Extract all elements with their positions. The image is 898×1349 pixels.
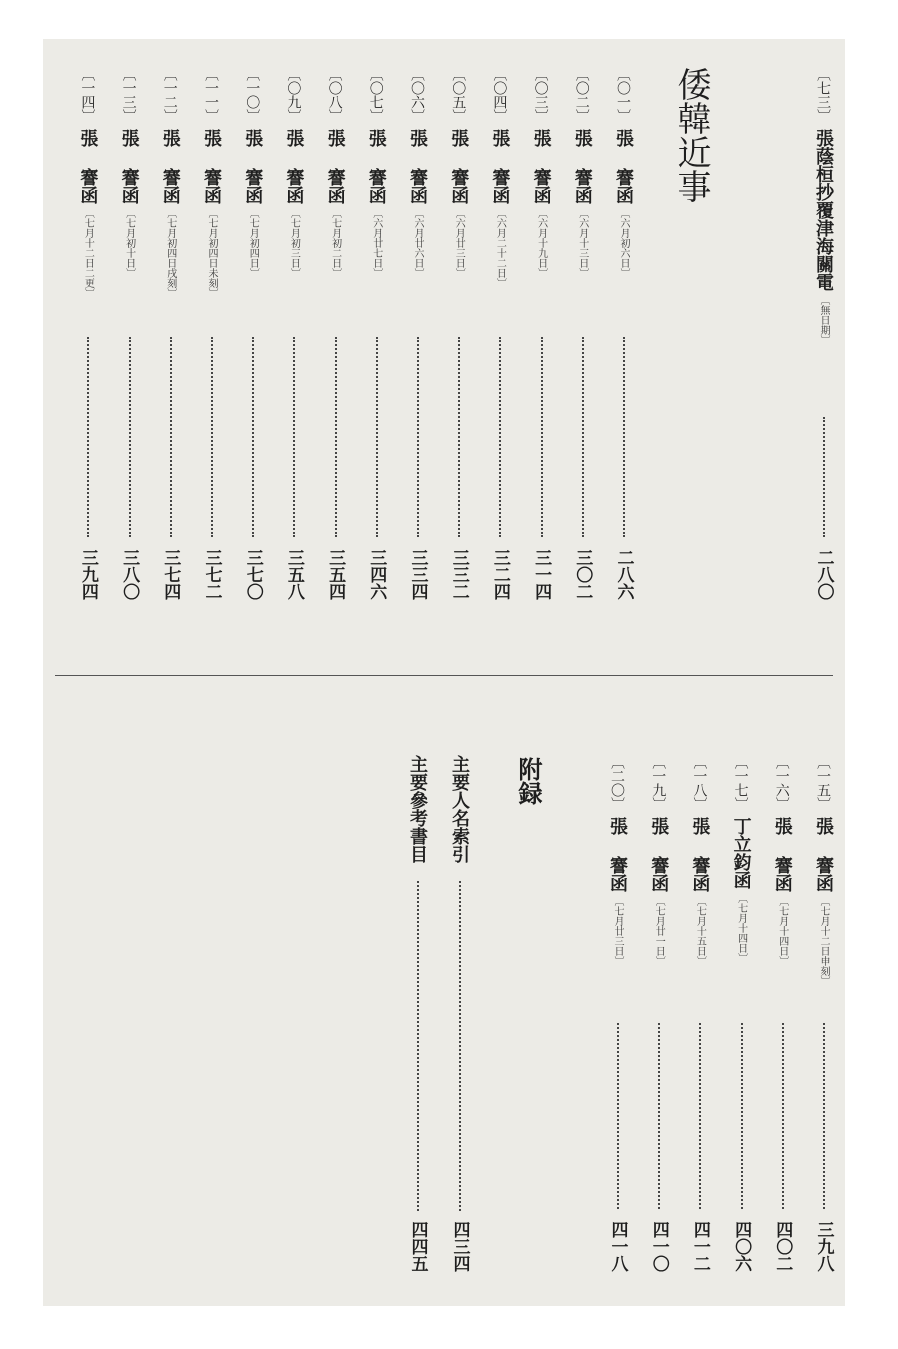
entry-date: 〔六月十九日〕 bbox=[535, 208, 547, 278]
toc-page bbox=[43, 39, 845, 1306]
toc-entry bbox=[191, 67, 231, 615]
entry-page: 三九八 bbox=[813, 1221, 834, 1272]
toc-entry bbox=[273, 67, 313, 615]
toc-entry bbox=[438, 67, 478, 615]
entry-number: 〔一四〕 bbox=[79, 67, 96, 123]
entry-date: 〔七月廿三日〕 bbox=[612, 896, 623, 966]
appendix-title: 附録 bbox=[514, 757, 543, 805]
entry-title: 主要人名索引 bbox=[449, 755, 470, 863]
entry-title: 張 謇函 bbox=[530, 129, 552, 204]
entry-title: 張 謇函 bbox=[689, 817, 711, 892]
leader-dots bbox=[335, 337, 337, 537]
toc-entry bbox=[315, 67, 355, 615]
entry-page: 三一四 bbox=[531, 549, 552, 600]
leader-dots bbox=[87, 337, 89, 537]
entry-page: 二八六 bbox=[613, 549, 634, 600]
entry-number: 〔〇九〕 bbox=[285, 67, 302, 123]
toc-entry bbox=[67, 67, 107, 615]
entry-page: 四一二 bbox=[689, 1221, 710, 1272]
toc-entry bbox=[397, 67, 437, 615]
entry-date: 〔無日期〕 bbox=[818, 295, 829, 345]
entry-page: 三三二 bbox=[448, 549, 469, 600]
leader-dots bbox=[823, 417, 825, 537]
entry-title: 主要參考書目 bbox=[407, 755, 428, 863]
entry-number: 〔七三〕 bbox=[815, 67, 831, 123]
entry-page: 三五八 bbox=[283, 549, 304, 600]
entry-page: 四〇二 bbox=[772, 1221, 793, 1272]
entry-date: 〔七月廿一日〕 bbox=[653, 896, 665, 966]
leader-dots bbox=[459, 881, 461, 1211]
entry-number: 〔一五〕 bbox=[815, 755, 831, 811]
leader-dots bbox=[417, 337, 419, 537]
entry-page: 三七二 bbox=[201, 549, 222, 600]
entry-title: 丁立鈞函 bbox=[730, 817, 752, 889]
entry-page: 三〇二 bbox=[572, 549, 593, 600]
leader-dots bbox=[823, 1023, 825, 1209]
leader-dots bbox=[417, 881, 419, 1211]
section-title: 倭韓近事 bbox=[671, 67, 711, 203]
entry-date: 〔六月廿三日〕 bbox=[453, 208, 465, 278]
entry-date: 〔七月初四日戌刻〕 bbox=[164, 208, 176, 298]
leader-dots bbox=[170, 337, 172, 537]
toc-entry bbox=[521, 67, 561, 615]
entry-date: 〔七月初四日未刻〕 bbox=[206, 208, 217, 298]
toc-entry bbox=[232, 67, 272, 615]
entry-number: 〔一七〕 bbox=[732, 755, 749, 811]
entry-date: 〔七月十二日二更〕 bbox=[82, 208, 94, 298]
entry-number: 〔一八〕 bbox=[691, 755, 708, 811]
appendix-entry bbox=[397, 755, 437, 1295]
entry-title: 張 謇函 bbox=[607, 817, 628, 892]
toc-entry bbox=[150, 67, 190, 615]
entry-title: 張 謇函 bbox=[324, 129, 346, 204]
entry-number: 〔〇八〕 bbox=[326, 67, 343, 123]
entry-title: 張 謇函 bbox=[813, 817, 834, 892]
section-divider bbox=[55, 675, 833, 676]
entry-page: 四一〇 bbox=[648, 1221, 669, 1272]
entry-number: 〔〇二〕 bbox=[573, 67, 590, 123]
toc-entry bbox=[803, 67, 843, 615]
entry-title: 張 謇函 bbox=[365, 129, 387, 204]
entry-title: 張 謇函 bbox=[242, 129, 264, 204]
entry-page: 三二四 bbox=[489, 549, 510, 600]
entry-date: 〔七月初二日〕 bbox=[329, 208, 341, 278]
leader-dots bbox=[252, 337, 254, 537]
entry-number: 〔〇五〕 bbox=[450, 67, 467, 123]
entry-number: 〔〇三〕 bbox=[532, 67, 549, 123]
entry-page: 三三四 bbox=[407, 549, 428, 600]
entry-date: 〔七月十四日〕 bbox=[776, 896, 788, 966]
leader-dots bbox=[541, 337, 543, 537]
entry-date: 〔六月十三日〕 bbox=[576, 208, 588, 278]
leader-dots bbox=[782, 1023, 784, 1209]
entry-title: 張 謇函 bbox=[648, 817, 670, 892]
entry-date: 〔六月廿六日〕 bbox=[412, 208, 423, 278]
entry-number: 〔一六〕 bbox=[773, 755, 790, 811]
toc-entry bbox=[803, 755, 843, 1295]
toc-entry bbox=[638, 755, 678, 1295]
appendix-entry bbox=[439, 755, 479, 1295]
entry-number: 〔一二〕 bbox=[161, 67, 178, 123]
entry-page: 四〇六 bbox=[731, 1221, 752, 1272]
toc-entry bbox=[721, 755, 761, 1295]
entry-date: 〔六月廿七日〕 bbox=[370, 208, 382, 278]
entry-date: 〔七月初三日〕 bbox=[288, 208, 300, 278]
entry-page: 四一八 bbox=[607, 1221, 628, 1272]
entry-title: 張 謇函 bbox=[118, 129, 140, 204]
entry-date: 〔七月初十日〕 bbox=[123, 208, 135, 278]
entry-page: 二八〇 bbox=[813, 549, 834, 600]
entry-date: 〔六月二十二日〕 bbox=[494, 208, 506, 288]
entry-date: 〔七月初四日〕 bbox=[247, 208, 259, 278]
entry-number: 〔一一〕 bbox=[203, 67, 219, 123]
entry-title: 張 謇函 bbox=[407, 129, 428, 204]
entry-title: 張 謇函 bbox=[448, 129, 470, 204]
entry-number: 〔〇六〕 bbox=[409, 67, 425, 123]
entry-title: 張 謇函 bbox=[771, 817, 793, 892]
toc-entry bbox=[356, 67, 396, 615]
entry-page: 三七四 bbox=[160, 549, 181, 600]
entry-title: 張 謇函 bbox=[159, 129, 181, 204]
leader-dots bbox=[211, 337, 213, 537]
entry-number: 〔一三〕 bbox=[120, 67, 137, 123]
entry-title: 張蔭桓抄覆津海關電 bbox=[813, 129, 834, 291]
entry-number: 〔一九〕 bbox=[650, 755, 667, 811]
entry-title: 張 謇函 bbox=[613, 129, 634, 204]
entry-page: 三五四 bbox=[325, 549, 346, 600]
entry-number: 〔〇一〕 bbox=[615, 67, 631, 123]
leader-dots bbox=[623, 337, 625, 537]
leader-dots bbox=[741, 1023, 743, 1209]
leader-dots bbox=[658, 1023, 660, 1209]
entry-date: 〔七月十四日〕 bbox=[735, 893, 747, 963]
entry-page: 三八〇 bbox=[119, 549, 140, 600]
toc-entry bbox=[562, 67, 602, 615]
toc-entry bbox=[479, 67, 519, 615]
leader-dots bbox=[499, 337, 501, 537]
entry-page: 三九四 bbox=[77, 549, 98, 600]
leader-dots bbox=[699, 1023, 701, 1209]
leader-dots bbox=[376, 337, 378, 537]
entry-title: 張 謇函 bbox=[571, 129, 593, 204]
entry-page: 四四五 bbox=[407, 1221, 428, 1272]
entry-date: 〔七月十五日〕 bbox=[694, 896, 706, 966]
entry-number: 〔〇四〕 bbox=[491, 67, 508, 123]
toc-entry bbox=[597, 755, 637, 1295]
entry-title: 張 謇函 bbox=[201, 129, 222, 204]
toc-entry bbox=[679, 755, 719, 1295]
entry-page: 四三四 bbox=[449, 1221, 470, 1272]
toc-entry bbox=[762, 755, 802, 1295]
leader-dots bbox=[293, 337, 295, 537]
toc-entry bbox=[603, 67, 643, 615]
entry-date: 〔六月初六日〕 bbox=[618, 208, 629, 278]
entry-title: 張 謇函 bbox=[77, 129, 99, 204]
entry-title: 張 謇函 bbox=[283, 129, 305, 204]
toc-entry bbox=[109, 67, 149, 615]
entry-page: 三四六 bbox=[366, 549, 387, 600]
entry-number: 〔〇七〕 bbox=[367, 67, 384, 123]
leader-dots bbox=[617, 1023, 619, 1209]
leader-dots bbox=[458, 337, 460, 537]
entry-date: 〔七月十二日申刻〕 bbox=[818, 896, 829, 986]
leader-dots bbox=[582, 337, 584, 537]
entry-number: 〔一〇〕 bbox=[244, 67, 261, 123]
entry-number: 〔二〇〕 bbox=[609, 755, 625, 811]
leader-dots bbox=[129, 337, 131, 537]
entry-page: 三七〇 bbox=[242, 549, 263, 600]
entry-title: 張 謇函 bbox=[489, 129, 511, 204]
